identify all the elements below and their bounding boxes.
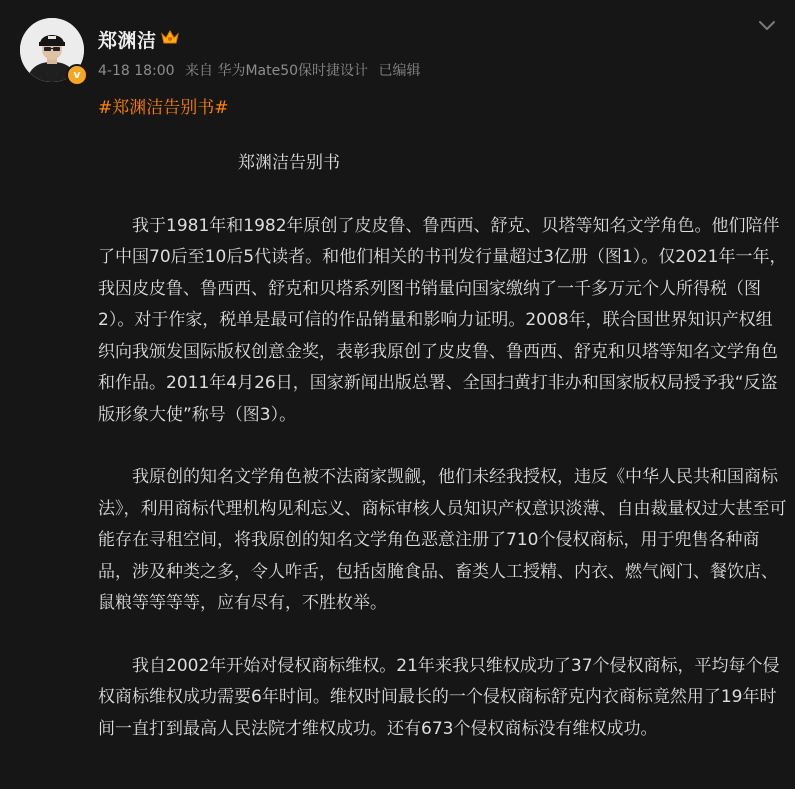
paragraph-1: 我于1981年和1982年原创了皮皮鲁、鲁西西、舒克、贝塔等知名文学角色。他们陪伴了中国70后至10后5代读者。和他们相关的书刊发行量超过3亿册（图1）。仅2021年一年，我因皮皮鲁、鲁西西、舒克和贝塔系列图书销量向国家缴纳了一千多万元个人所得税（图2）。对于作家，税单是最可信的作品销量和影响力证明。2008年，联合国世界知识产权组织向我颁发国际版权创意金奖，表彰我原创了皮皮鲁、鲁西西、舒克和贝塔等知名文学角色和作品。2011年4月26日，国家新闻出版总署、全国扫黄打非办和国家版权局授予我“反盗版形象大使”称号（图3）。 <box>98 215 787 425</box>
post-meta <box>98 60 427 80</box>
username[interactable]: 郑渊洁 <box>98 30 157 52</box>
article-title: 郑渊洁告别书 <box>238 153 340 173</box>
post-body <box>98 148 788 776</box>
hashtag-link[interactable]: #郑渊洁告别书# <box>98 98 229 118</box>
post-time[interactable]: 4-18 18:00 <box>98 63 175 79</box>
chevron-down-icon[interactable] <box>755 18 779 34</box>
crown-icon <box>160 28 180 46</box>
paragraph-3: 我自2002年开始对侵权商标维权。21年来我只维权成功了37个侵权商标，平均每个侵权商标维权成功需要6年时间。维权时间最长的一个侵权商标舒克内衣商标竟然用了19年时间一直打到最高人民法院才维权成功。还有673个侵权商标没有维权成功。 <box>98 655 780 739</box>
post-source: 来自 华为Mate50保时捷设计 <box>185 63 369 79</box>
edited-label[interactable]: 已编辑 <box>378 63 421 79</box>
paragraph-2: 我原创的知名文学角色被不法商家觊觎，他们未经我授权，违反《中华人民共和国商标法》，利用商标代理机构见利忘义、商标审核人员知识产权意识淡薄、自由裁量权过大甚至可能存在寻租空间，将我原创的知名文学角色恶意注册了710个侵权商标，用于兜售各种商品，涉及种类之多，令人咋舌，包括卤腌食品、畜类人工授精、内衣、燃气阀门、餐饮店、鼠粮等等等等，应有尽有，不胜枚举。 <box>98 467 787 613</box>
verified-badge: v <box>66 64 88 86</box>
